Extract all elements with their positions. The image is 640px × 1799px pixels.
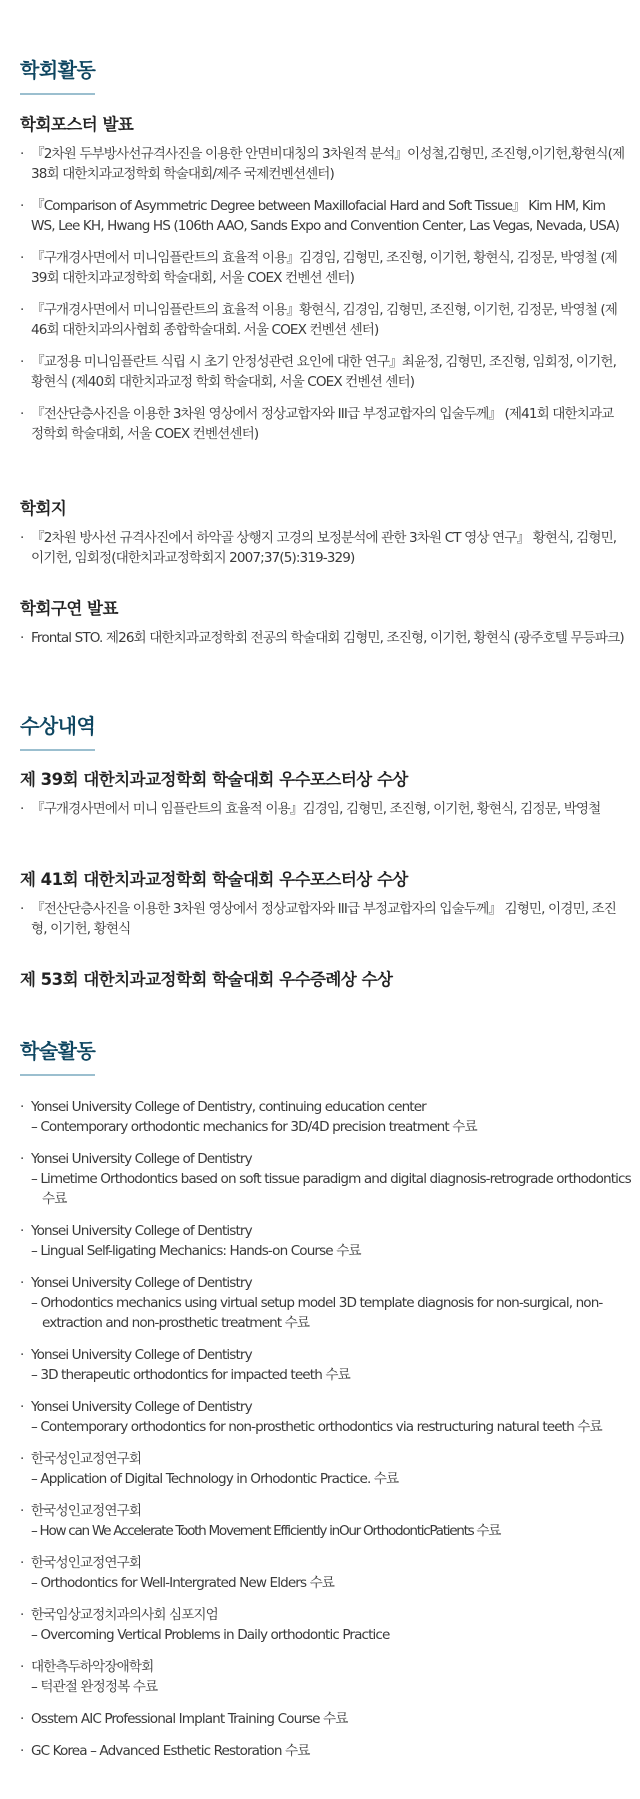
scholarly-course: – Lingual Self-ligating Mechanics: Hands-on Course 수료 [31, 1243, 361, 1259]
oral-subtitle: 학회구연 발표 [20, 599, 118, 618]
scholarly-org: GC Korea – Advanced Esthetic Restoration 수료 [31, 1743, 310, 1759]
scholarly-course: – Orthodontics for Well-Intergrated New Elders 수료 [31, 1575, 335, 1591]
award1-list-wrap [20, 799, 625, 819]
scholarly-section-heading [20, 1035, 95, 1076]
scholarly-item [20, 1149, 632, 1209]
scholarly-course: – 3D therapeutic orthodontics for impacted teeth 수료 [31, 1367, 350, 1383]
scholarly-course: – Orhodontics mechanics using virtual setup model 3D template diagnosis for non-surgical, non-extraction and non-prosthetic treatment 수료 [31, 1295, 603, 1331]
poster-list [20, 144, 625, 444]
oral-item: · Frontal STO. 제26회 대한치과교정학회 전공의 학술대회 김형민, 조진형, 이기헌, 황현식 (광주호텔 무등파크) [20, 628, 625, 648]
scholarly-item [20, 1605, 632, 1645]
award-item: · 『전산단층사진을 이용한 3차원 영상에서 정상교합자와 III급 부정교합자의 입술두께』 김형민, 이경민, 조진형, 이기헌, 황현식 [20, 899, 625, 939]
scholarly-org: 한국임상교정치과의사회 심포지엄 [31, 1607, 218, 1623]
scholarly-list-wrap [20, 1097, 632, 1761]
scholarly-org: 대한측두하악장애학회 [31, 1659, 154, 1675]
awards-section-title: 수상내역 [20, 710, 95, 751]
award-title: 제 41회 대한치과교정학회 학술대회 우수포스터상 수상 [20, 870, 408, 889]
award-title: 제 53회 대한치과교정학회 학술대회 우수증례상 수상 [20, 970, 393, 989]
academic-section-heading [20, 54, 95, 95]
scholarly-org: Yonsei University College of Dentistry [31, 1275, 252, 1291]
scholarly-item [20, 1657, 632, 1697]
scholarly-org: Yonsei University College of Dentistry [31, 1223, 252, 1239]
scholarly-org: Osstem AIC Professional Implant Training Course 수료 [31, 1711, 348, 1727]
scholarly-course: – Limetime Orthodontics based on soft tissue paradigm and digital diagnosis-retrograde orthodontics 수료 [31, 1171, 631, 1207]
scholarly-org: 한국성인교정연구회 [31, 1555, 142, 1571]
scholarly-list [20, 1097, 632, 1761]
oral-list-wrap [20, 628, 625, 648]
scholarly-section-title: 학술활동 [20, 1035, 95, 1076]
award-title: 제 39회 대한치과교정학회 학술대회 우수포스터상 수상 [20, 770, 408, 789]
scholarly-org: Yonsei University College of Dentistry [31, 1151, 252, 1167]
poster-list-wrap [20, 144, 625, 444]
award2-list [20, 899, 625, 939]
scholarly-org: 한국성인교정연구회 [31, 1451, 142, 1467]
scholarly-org: Yonsei University College of Dentistry [31, 1399, 252, 1415]
scholarly-course: – 턱관절 완정정복 수료 [31, 1679, 158, 1695]
scholarly-item [20, 1273, 632, 1333]
poster-item: · 『2차원 두부방사선규격사진을 이용한 안면비대칭의 3차원적 분석』이성철,김형민, 조진형,이기헌,황현식(제38회 대한치과교정학회 학술대회/제주 국제컨벤션센터) [20, 144, 625, 184]
oral-list [20, 628, 625, 648]
scholarly-item [20, 1097, 632, 1137]
award-item: · 『구개경사면에서 미니 임플란트의 효율적 이용』김경임, 김형민, 조진형, 이기헌, 황현식, 김정문, 박영철 [20, 799, 625, 819]
scholarly-item [20, 1221, 632, 1261]
poster-item: · 『전산단층사진을 이용한 3차원 영상에서 정상교합자와 III급 부정교합자의 입술두께』 (제41회 대한치과교정학회 학술대회, 서울 COEX 컨벤션센터) [20, 404, 625, 444]
journal-subtitle: 학회지 [20, 499, 67, 518]
award1-list [20, 799, 625, 819]
scholarly-item [20, 1449, 632, 1489]
poster-item: · 『교정용 미니임플란트 식립 시 초기 안정성관련 요인에 대한 연구』최윤정, 김형민, 조진형, 임회정, 이기헌, 황현식 (제40회 대한치과교정 학회 학술대회, 서울 COEX 컨벤션 센터) [20, 352, 625, 392]
scholarly-item [20, 1397, 632, 1437]
scholarly-item [20, 1501, 632, 1541]
poster-item: · 『구개경사면에서 미니임플란트의 효율적 이용』김경임, 김형민, 조진형, 이기헌, 황현식, 김정문, 박영철 (제39회 대한치과교정학회 학술대회, 서울 COEX 컨벤션 센터) [20, 248, 625, 288]
poster-subtitle: 학회포스터 발표 [20, 115, 134, 134]
scholarly-course: – Application of Digital Technology in Orhodontic Practice. 수료 [31, 1471, 399, 1487]
scholarly-course: – Overcoming Vertical Problems in Daily orthodontic Practice [31, 1627, 390, 1643]
scholarly-org: Yonsei University College of Dentistry, continuing education center [31, 1099, 426, 1115]
scholarly-item [20, 1709, 632, 1729]
academic-section-title: 학회활동 [20, 54, 95, 95]
poster-item: · 『Comparison of Asymmetric Degree between Maxillofacial Hard and Soft Tissue』 Kim HM, Kim WS, Lee KH, Hwang HS (106th AAO, Sands Expo and Convention Center, Las Vegas, Nevada, USA) [20, 196, 625, 236]
award2-list-wrap [20, 899, 625, 939]
journal-list-wrap [20, 528, 625, 568]
scholarly-org: Yonsei University College of Dentistry [31, 1347, 252, 1363]
journal-list [20, 528, 625, 568]
poster-item: · 『구개경사면에서 미니임플란트의 효율적 이용』황현식, 김경임, 김형민, 조진형, 이기헌, 김정문, 박영철 (제46회 대한치과의사협회 종합학술대회. 서울 COEX 컨벤션 센터) [20, 300, 625, 340]
scholarly-org: 한국성인교정연구회 [31, 1503, 142, 1519]
scholarly-course: – Contemporary orthodontics for non-prosthetic orthodontics via restructuring natural teeth 수료 [31, 1419, 602, 1435]
scholarly-item [20, 1553, 632, 1593]
scholarly-item [20, 1741, 632, 1761]
scholarly-item [20, 1345, 632, 1385]
scholarly-course: – Contemporary orthodontic mechanics for 3D/4D precision treatment 수료 [31, 1119, 477, 1135]
scholarly-course: – How can We Accelerate Tooth Movement Efficiently inOur OrthodonticPatients 수료 [31, 1523, 501, 1539]
awards-section-heading [20, 710, 95, 751]
journal-item: · 『2차원 방사선 규격사진에서 하악골 상행지 고경의 보정분석에 관한 3차원 CT 영상 연구』 황현식, 김형민, 이기헌, 임회정(대한치과교정학회지 2007;37(5):319-329) [20, 528, 625, 568]
